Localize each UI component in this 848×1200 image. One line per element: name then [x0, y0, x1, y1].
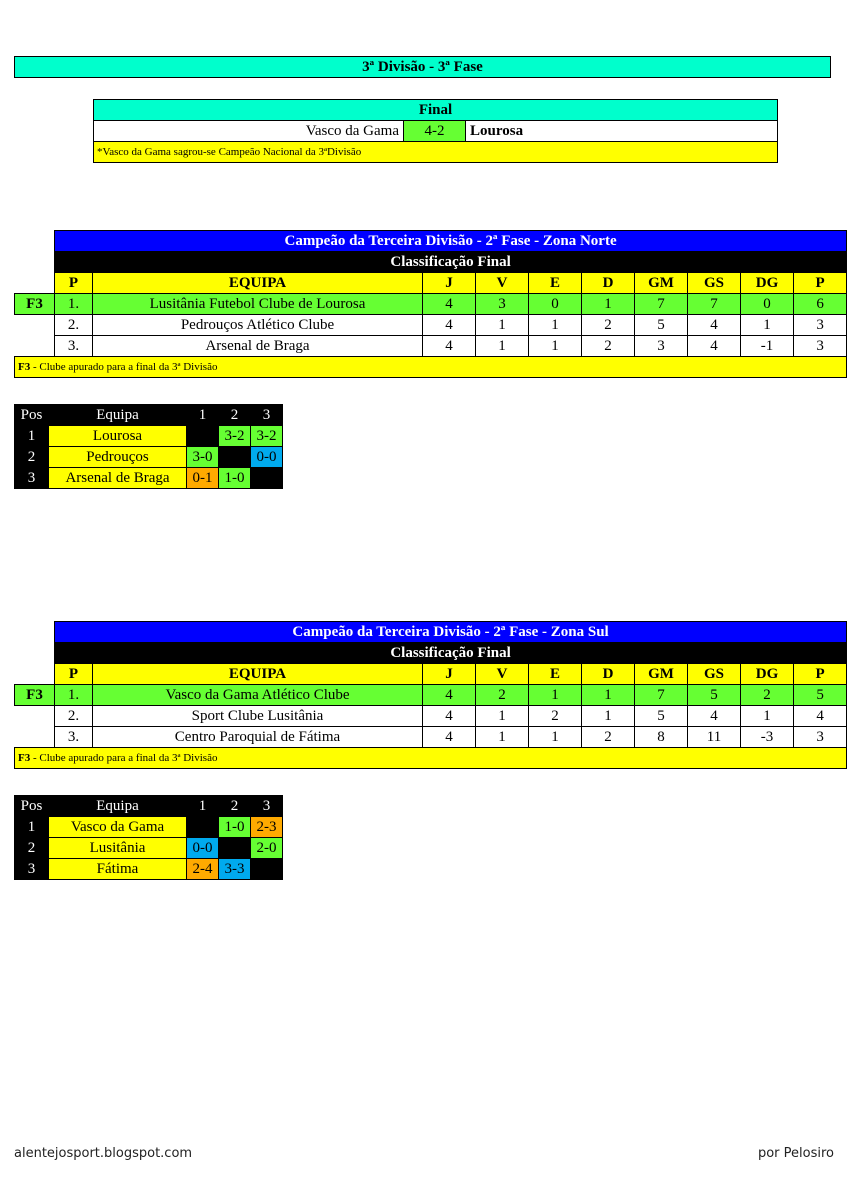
matrix-pos: 2	[15, 447, 49, 468]
sul-matrix	[14, 795, 283, 880]
col-header: D	[582, 664, 635, 685]
footer-author: por Pelosiro	[757, 1146, 834, 1161]
matrix-header: 3	[251, 796, 283, 817]
col-header: GM	[635, 664, 688, 685]
row-gm: 5	[635, 706, 688, 727]
norte-title: Campeão da Terceira Divisão - 2ª Fase - Zona Norte	[55, 231, 847, 252]
matrix-team: Vasco da Gama	[49, 817, 187, 838]
matrix-header: 2	[219, 405, 251, 426]
row-team: Lusitânia Futebol Clube de Lourosa	[93, 294, 423, 315]
table-row	[15, 685, 847, 706]
row-gs: 11	[688, 727, 741, 748]
col-header: E	[529, 664, 582, 685]
matrix-pos: 2	[15, 838, 49, 859]
col-header: P	[794, 273, 847, 294]
norte-subtitle: Classificação Final	[55, 252, 847, 273]
col-header: EQUIPA	[93, 664, 423, 685]
row-gm: 8	[635, 727, 688, 748]
row-dg: 1	[741, 706, 794, 727]
col-header: D	[582, 273, 635, 294]
matrix-cell	[187, 817, 219, 838]
col-header: J	[423, 273, 476, 294]
page-title: 3ª Divisão - 3ª Fase	[15, 57, 831, 78]
row-pos: 1.	[55, 685, 93, 706]
row-gs: 4	[688, 336, 741, 357]
matrix-team: Arsenal de Braga	[49, 468, 187, 489]
row-d: 2	[582, 336, 635, 357]
matrix-team: Lusitânia	[49, 838, 187, 859]
norte-note	[15, 357, 847, 378]
row-dg: -1	[741, 336, 794, 357]
final-score: 4-2	[404, 121, 466, 142]
matrix-cell	[251, 468, 283, 489]
row-pos: 1.	[55, 294, 93, 315]
matrix-cell: 0-0	[187, 838, 219, 859]
col-header: P	[794, 664, 847, 685]
col-header: J	[423, 664, 476, 685]
matrix-pos: 3	[15, 859, 49, 880]
row-e: 0	[529, 294, 582, 315]
row-d: 1	[582, 294, 635, 315]
matrix-pos: 1	[15, 426, 49, 447]
col-header: V	[476, 664, 529, 685]
matrix-cell: 1-0	[219, 468, 251, 489]
sul-subtitle: Classificação Final	[55, 643, 847, 664]
row-p: 5	[794, 685, 847, 706]
row-gm: 7	[635, 685, 688, 706]
col-header: P	[55, 273, 93, 294]
row-e: 1	[529, 727, 582, 748]
matrix-cell: 3-0	[187, 447, 219, 468]
matrix-cell: 3-2	[219, 426, 251, 447]
matrix-header: 1	[187, 405, 219, 426]
table-row	[15, 706, 847, 727]
col-header: GS	[688, 664, 741, 685]
row-e: 1	[529, 315, 582, 336]
col-header: E	[529, 273, 582, 294]
row-d: 1	[582, 685, 635, 706]
row-d: 1	[582, 706, 635, 727]
matrix-row	[15, 447, 283, 468]
col-header: GS	[688, 273, 741, 294]
row-pos: 3.	[55, 336, 93, 357]
col-header: GM	[635, 273, 688, 294]
table-row	[15, 336, 847, 357]
norte-standings	[14, 230, 847, 378]
row-v: 1	[476, 706, 529, 727]
row-e: 1	[529, 336, 582, 357]
matrix-header: Pos	[15, 405, 49, 426]
row-gs: 4	[688, 315, 741, 336]
row-v: 1	[476, 315, 529, 336]
row-v: 1	[476, 336, 529, 357]
sul-note	[15, 748, 847, 769]
final-note: *Vasco da Gama sagrou-se Campeão Nacional da 3ªDivisão	[94, 142, 778, 163]
matrix-cell: 1-0	[219, 817, 251, 838]
matrix-header: Equipa	[49, 405, 187, 426]
row-gs: 4	[688, 706, 741, 727]
final-away: Lourosa	[466, 121, 778, 142]
row-team: Sport Clube Lusitânia	[93, 706, 423, 727]
row-gs: 5	[688, 685, 741, 706]
row-dg: 2	[741, 685, 794, 706]
footer-site[interactable]: alentejosport.blogspot.com	[14, 1146, 193, 1161]
final-title: Final	[94, 100, 778, 121]
matrix-row	[15, 859, 283, 880]
note-tag: F3	[18, 752, 31, 764]
row-gm: 5	[635, 315, 688, 336]
row-p: 4	[794, 706, 847, 727]
qualifier-tag: F3	[15, 685, 55, 706]
row-team: Arsenal de Braga	[93, 336, 423, 357]
row-j: 4	[423, 315, 476, 336]
matrix-header: 1	[187, 796, 219, 817]
note-text: - Clube apurado para a final da 3ª Divisão	[30, 752, 218, 764]
row-e: 2	[529, 706, 582, 727]
table-row	[15, 727, 847, 748]
row-v: 3	[476, 294, 529, 315]
matrix-cell	[187, 426, 219, 447]
matrix-pos: 3	[15, 468, 49, 489]
matrix-cell: 3-3	[219, 859, 251, 880]
matrix-row	[15, 838, 283, 859]
col-header: DG	[741, 273, 794, 294]
row-j: 4	[423, 294, 476, 315]
row-j: 4	[423, 336, 476, 357]
matrix-cell	[219, 447, 251, 468]
row-j: 4	[423, 685, 476, 706]
row-p: 3	[794, 336, 847, 357]
row-team: Centro Paroquial de Fátima	[93, 727, 423, 748]
qualifier-tag: F3	[15, 294, 55, 315]
matrix-cell: 0-1	[187, 468, 219, 489]
row-p: 6	[794, 294, 847, 315]
matrix-team: Lourosa	[49, 426, 187, 447]
row-dg: 1	[741, 315, 794, 336]
row-e: 1	[529, 685, 582, 706]
row-pos: 3.	[55, 727, 93, 748]
matrix-cell: 3-2	[251, 426, 283, 447]
row-pos: 2.	[55, 315, 93, 336]
matrix-cell: 2-0	[251, 838, 283, 859]
col-header: P	[55, 664, 93, 685]
matrix-header: 2	[219, 796, 251, 817]
row-d: 2	[582, 315, 635, 336]
col-header: DG	[741, 664, 794, 685]
matrix-cell: 0-0	[251, 447, 283, 468]
row-j: 4	[423, 727, 476, 748]
matrix-row	[15, 817, 283, 838]
final-home: Vasco da Gama	[94, 121, 404, 142]
row-gm: 3	[635, 336, 688, 357]
table-row	[15, 294, 847, 315]
matrix-team: Pedrouços	[49, 447, 187, 468]
row-p: 3	[794, 315, 847, 336]
row-dg: -3	[741, 727, 794, 748]
row-v: 2	[476, 685, 529, 706]
row-gs: 7	[688, 294, 741, 315]
matrix-cell	[251, 859, 283, 880]
matrix-row	[15, 468, 283, 489]
row-team: Vasco da Gama Atlético Clube	[93, 685, 423, 706]
matrix-team: Fátima	[49, 859, 187, 880]
matrix-header: Pos	[15, 796, 49, 817]
col-header: V	[476, 273, 529, 294]
norte-matrix	[14, 404, 283, 489]
row-v: 1	[476, 727, 529, 748]
row-pos: 2.	[55, 706, 93, 727]
final-table	[93, 99, 778, 163]
table-row	[15, 315, 847, 336]
row-team: Pedrouços Atlético Clube	[93, 315, 423, 336]
row-gm: 7	[635, 294, 688, 315]
row-d: 2	[582, 727, 635, 748]
matrix-header: Equipa	[49, 796, 187, 817]
row-p: 3	[794, 727, 847, 748]
sul-title: Campeão da Terceira Divisão - 2ª Fase - Zona Sul	[55, 622, 847, 643]
matrix-row	[15, 426, 283, 447]
page-header	[14, 56, 831, 78]
note-tag: F3	[18, 361, 31, 373]
matrix-cell: 2-3	[251, 817, 283, 838]
row-j: 4	[423, 706, 476, 727]
col-header: EQUIPA	[93, 273, 423, 294]
row-dg: 0	[741, 294, 794, 315]
sul-standings	[14, 621, 847, 769]
matrix-cell	[219, 838, 251, 859]
matrix-cell: 2-4	[187, 859, 219, 880]
matrix-pos: 1	[15, 817, 49, 838]
matrix-header: 3	[251, 405, 283, 426]
note-text: - Clube apurado para a final da 3ª Divisão	[30, 361, 218, 373]
